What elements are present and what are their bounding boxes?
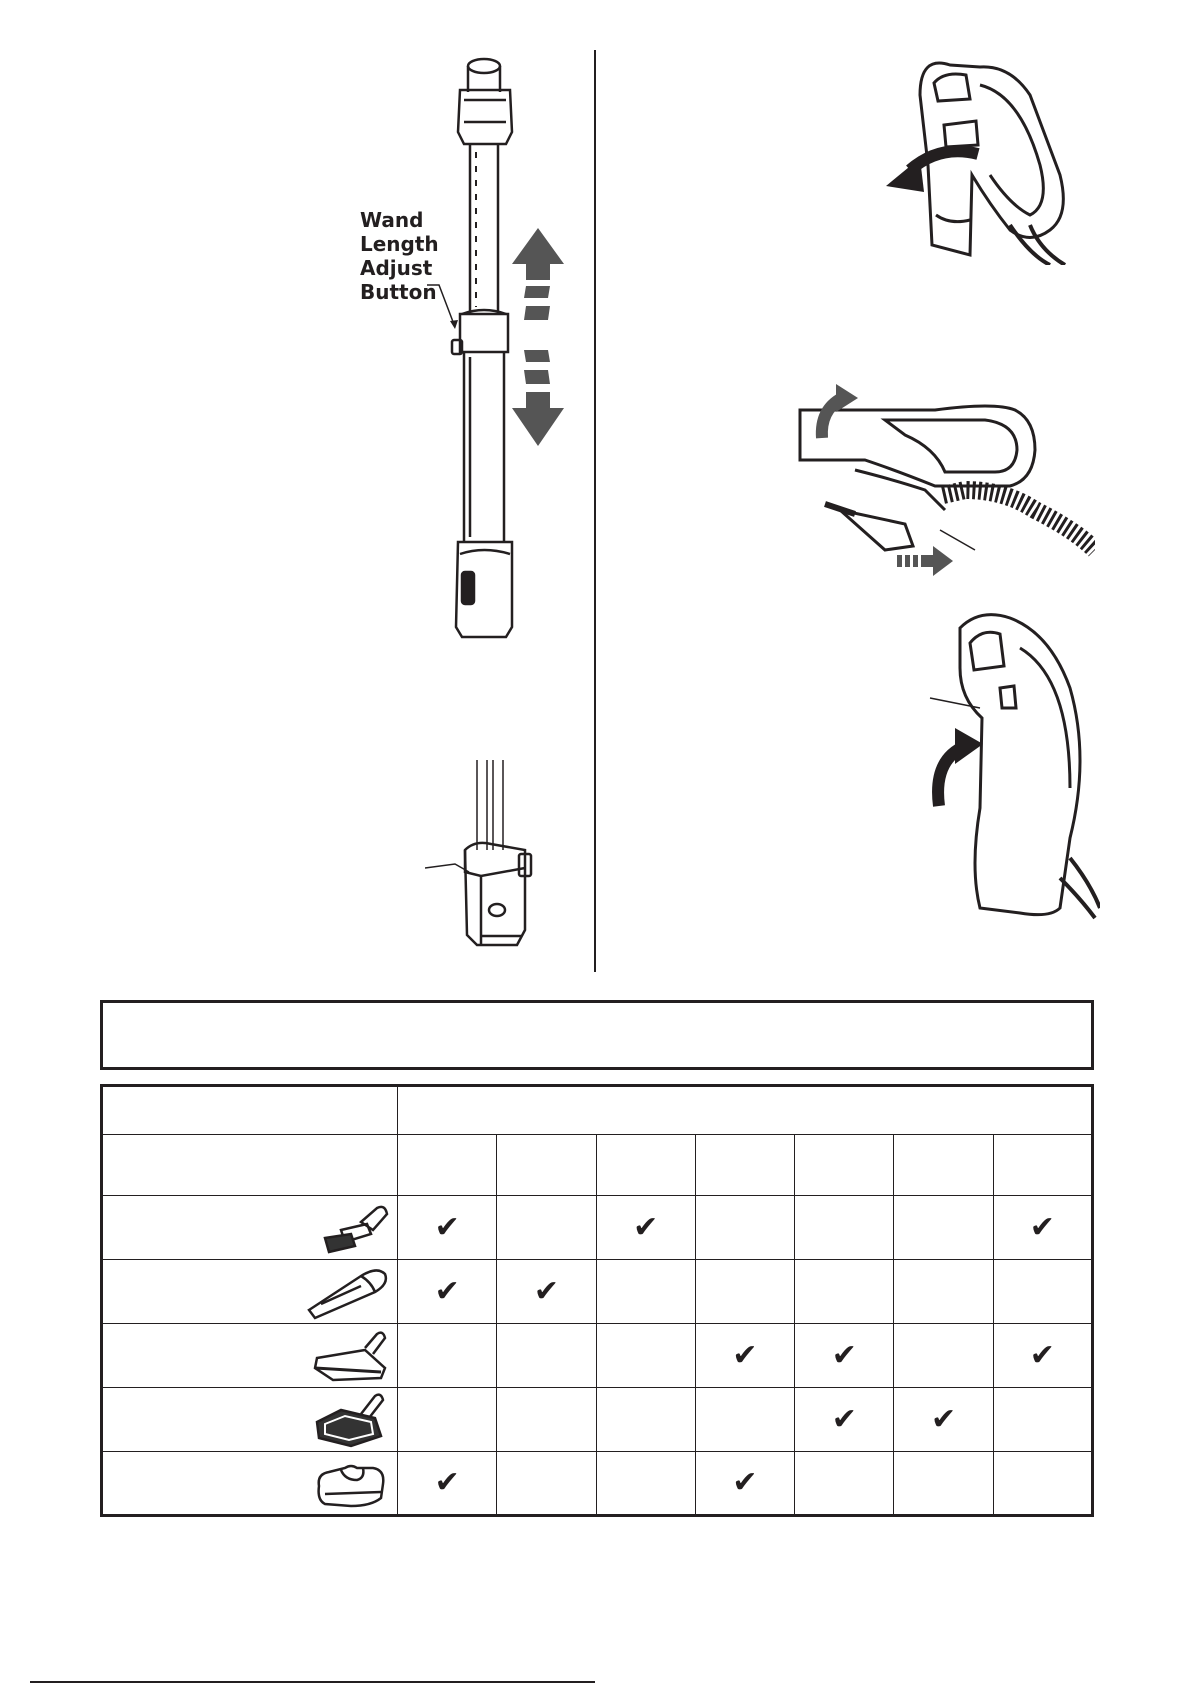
check-mark-icon: ✔ xyxy=(732,1337,758,1373)
subheader-col-1 xyxy=(398,1135,497,1196)
check-mark-icon: ✔ xyxy=(831,1401,857,1437)
check-mark-icon: ✔ xyxy=(831,1337,857,1373)
upholstery-tool-icon xyxy=(311,1456,391,1512)
check-cell xyxy=(795,1196,894,1260)
footer-rule xyxy=(30,1681,595,1683)
table-header-row xyxy=(102,1086,1093,1135)
subheader-cell xyxy=(102,1135,398,1196)
check-mark-icon: ✔ xyxy=(434,1273,460,1309)
check-cell xyxy=(795,1324,894,1388)
check-cell xyxy=(695,1388,794,1452)
subheader-col-6 xyxy=(894,1135,993,1196)
subheader-col-7 xyxy=(993,1135,1092,1196)
subheader-col-4 xyxy=(695,1135,794,1196)
floor-nozzle-icon xyxy=(311,1328,391,1384)
rotate-up-arrow-icon xyxy=(812,382,862,442)
tool-cell xyxy=(102,1196,398,1260)
check-cell xyxy=(795,1452,894,1516)
check-cell xyxy=(497,1324,596,1388)
check-cell xyxy=(894,1324,993,1388)
powered-brush-icon xyxy=(311,1392,391,1448)
callout-line-1: Wand xyxy=(360,208,424,232)
check-cell xyxy=(993,1452,1092,1516)
check-cell xyxy=(795,1388,894,1452)
check-cell xyxy=(795,1260,894,1324)
rotate-left-arrow-icon xyxy=(880,140,980,200)
crevice-tool-icon xyxy=(301,1264,391,1320)
check-mark-icon: ✔ xyxy=(1029,1209,1055,1245)
tool-cell xyxy=(102,1324,398,1388)
check-cell xyxy=(993,1324,1092,1388)
callout-line-2: Length xyxy=(360,232,439,256)
table-row xyxy=(102,1260,1093,1324)
table-row xyxy=(102,1452,1093,1516)
callout-line-3: Adjust xyxy=(360,256,433,280)
check-cell xyxy=(497,1452,596,1516)
check-cell xyxy=(596,1260,695,1324)
wand-end-release-illustration xyxy=(425,760,545,960)
table-row xyxy=(102,1388,1093,1452)
check-cell xyxy=(398,1196,497,1260)
check-cell xyxy=(596,1452,695,1516)
check-cell xyxy=(497,1260,596,1324)
check-cell xyxy=(894,1196,993,1260)
tool-cell xyxy=(102,1388,398,1452)
check-cell xyxy=(695,1324,794,1388)
check-cell xyxy=(695,1452,794,1516)
check-cell xyxy=(398,1452,497,1516)
rotate-up-arrow-icon-2 xyxy=(925,720,985,810)
check-cell xyxy=(398,1388,497,1452)
check-cell xyxy=(894,1260,993,1324)
subheader-col-5 xyxy=(795,1135,894,1196)
check-mark-icon: ✔ xyxy=(732,1465,758,1500)
tool-cell xyxy=(102,1452,398,1516)
check-mark-icon: ✔ xyxy=(930,1401,957,1437)
check-mark-icon: ✔ xyxy=(533,1273,559,1309)
header-uses-cell xyxy=(398,1086,1093,1135)
slide-right-arrow-icon xyxy=(895,546,955,576)
extend-retract-arrows-icon xyxy=(508,228,568,448)
check-cell xyxy=(497,1388,596,1452)
callout-line-4: Button xyxy=(360,280,437,304)
check-cell xyxy=(596,1324,695,1388)
check-cell xyxy=(398,1260,497,1324)
check-cell xyxy=(993,1196,1092,1260)
check-mark-icon: ✔ xyxy=(1029,1337,1055,1373)
notice-box xyxy=(100,1000,1094,1070)
check-cell xyxy=(497,1196,596,1260)
callout-leader-line xyxy=(425,283,465,333)
check-cell xyxy=(695,1260,794,1324)
dusting-brush-icon xyxy=(311,1200,391,1256)
check-cell xyxy=(894,1388,993,1452)
subheader-col-2 xyxy=(497,1135,596,1196)
tool-cell xyxy=(102,1260,398,1324)
check-cell xyxy=(894,1452,993,1516)
check-cell xyxy=(993,1388,1092,1452)
table-row xyxy=(102,1324,1093,1388)
check-cell xyxy=(596,1196,695,1260)
check-cell xyxy=(695,1196,794,1260)
header-tool-cell xyxy=(102,1086,398,1135)
table-row xyxy=(102,1196,1093,1260)
table-subheader-row xyxy=(102,1135,1093,1196)
column-divider xyxy=(594,50,596,972)
check-mark-icon: ✔ xyxy=(434,1465,460,1500)
check-mark-icon: ✔ xyxy=(633,1209,659,1245)
check-cell xyxy=(596,1388,695,1452)
tool-usage-table xyxy=(100,1084,1094,1517)
check-mark-icon: ✔ xyxy=(434,1209,460,1245)
check-cell xyxy=(993,1260,1092,1324)
check-cell xyxy=(398,1324,497,1388)
subheader-col-3 xyxy=(596,1135,695,1196)
